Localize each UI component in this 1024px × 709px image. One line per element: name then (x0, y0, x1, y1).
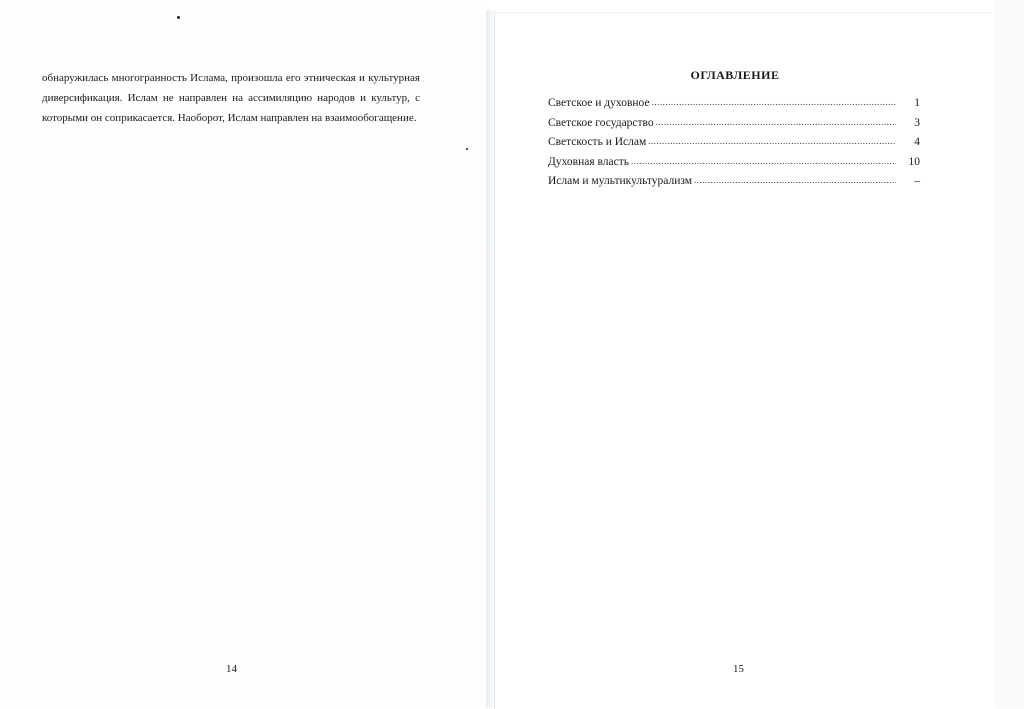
toc-entry (548, 153, 920, 173)
toc-entry-label: Ислам и мультикультурализм (548, 175, 693, 187)
toc-entry-page: 3 (914, 116, 920, 129)
toc-entry (548, 94, 920, 114)
scan-speck (466, 148, 468, 150)
page-number-left: 14 (226, 663, 237, 675)
scan-edge (994, 0, 1024, 708)
toc-leader-dots (652, 93, 896, 113)
toc-entry (548, 172, 920, 192)
toc-leader-dots (694, 171, 896, 191)
scan-speck (177, 16, 180, 19)
toc-entry-page: – (914, 175, 920, 187)
toc-entry (548, 114, 920, 134)
table-of-contents (548, 94, 920, 192)
toc-leader-dots (656, 113, 896, 133)
toc-leader-dots (648, 132, 896, 152)
toc-title: ОГЛАВЛЕНИЕ (690, 68, 780, 82)
body-text (42, 68, 420, 128)
toc-entry-page: 10 (908, 155, 920, 168)
page-number-right: 15 (733, 663, 744, 675)
toc-entry-label: Светское и духовное (548, 97, 650, 109)
paragraph: обнаружилась многогранность Ислама, произошла его этническая и культурная диверсификация. Ислам не направлен на ассимиляцию народов и культур, с которыми он соприкасается. Наоборот, Ислам направлен на взаимообогащение. (42, 72, 420, 124)
left-page (0, 0, 486, 708)
toc-entry-label: Духовная власть (548, 155, 630, 168)
toc-leader-dots (631, 152, 896, 172)
toc-entry-page: 1 (914, 97, 920, 109)
toc-entry-page: 4 (914, 136, 920, 148)
toc-entry (548, 133, 920, 153)
toc-entry-label: Светскость и Ислам (548, 136, 647, 148)
toc-entry-label: Светское государство (548, 116, 654, 129)
